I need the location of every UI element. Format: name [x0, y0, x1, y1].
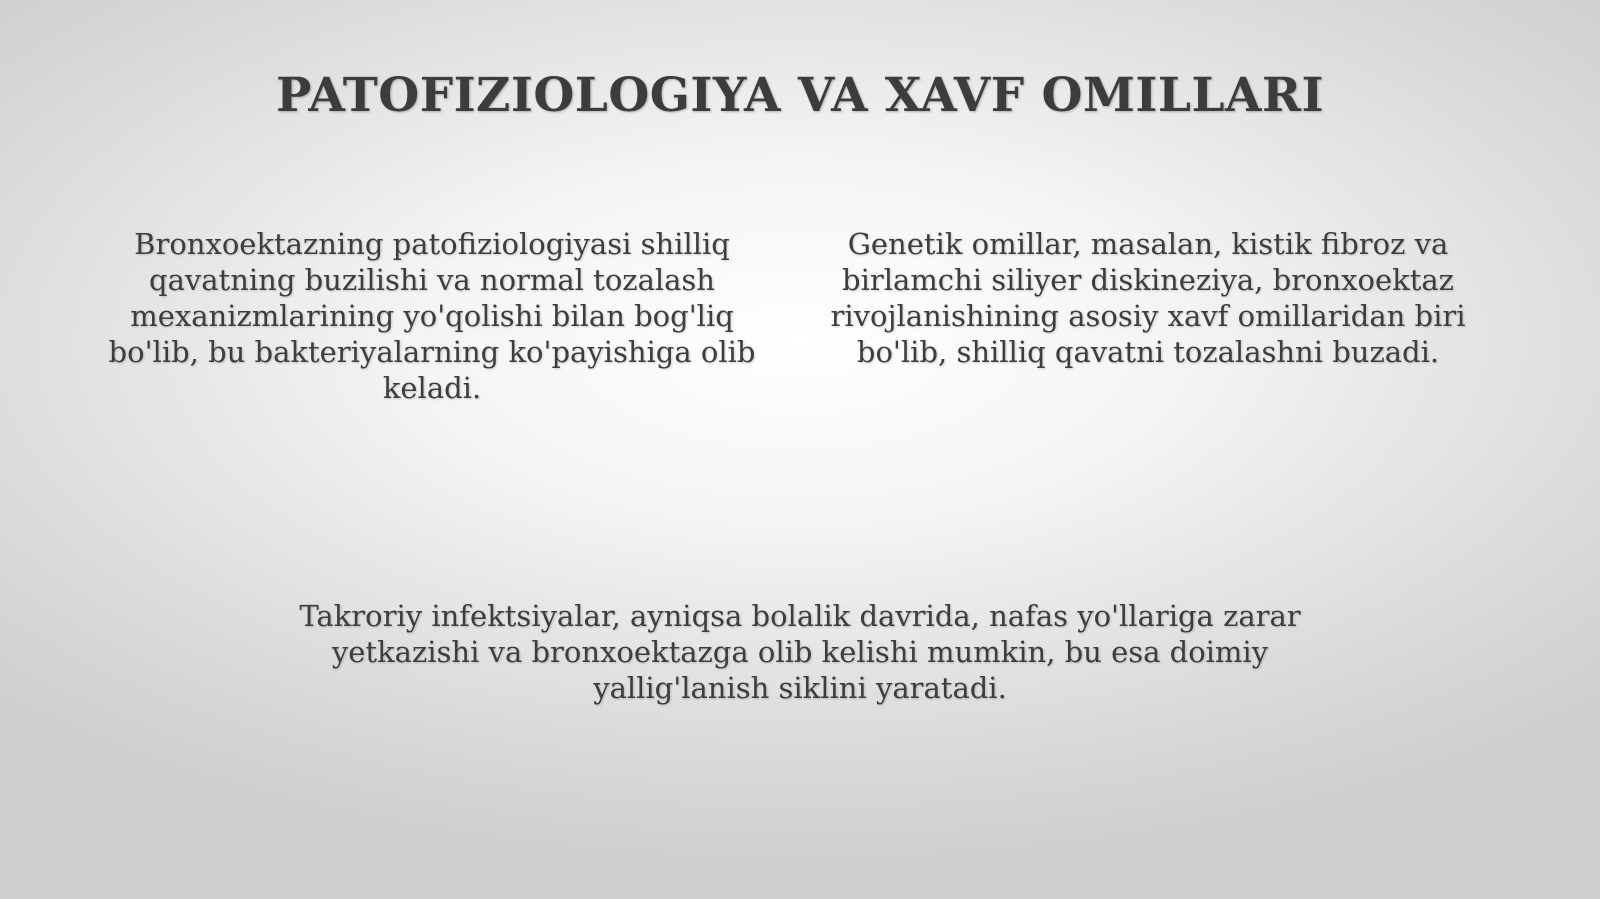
slide-title: PATOFIZIOLOGIYA VA XAVF OMILLARI — [275, 68, 1325, 123]
text-block-pathophysiology: Bronxoektazning patofiziologiyasi shilliq qavatning buzilishi va normal tozalash mexanizmlarining yo'qolishi bilan bog'liq bo'lib, bu bakteriyalarning ko'payishiga olib keladi. — [108, 227, 756, 405]
text-block-recurrent-infections: Takroriy infektsiyalar, ayniqsa bolalik davrida, nafas yo'llariga zarar yetkazishi va bronxoektazga olib kelishi mumkin, bu esa doimiy yallig'lanish siklini yaratadi. — [299, 599, 1301, 705]
text-block-genetic-factors: Genetik omillar, masalan, kistik fibroz va birlamchi siliyer diskineziya, bronxoektaz rivojlanishining asosiy xavf omillaridan biri bo'lib, shilliq qavatni tozalashni buzadi. — [830, 227, 1466, 369]
